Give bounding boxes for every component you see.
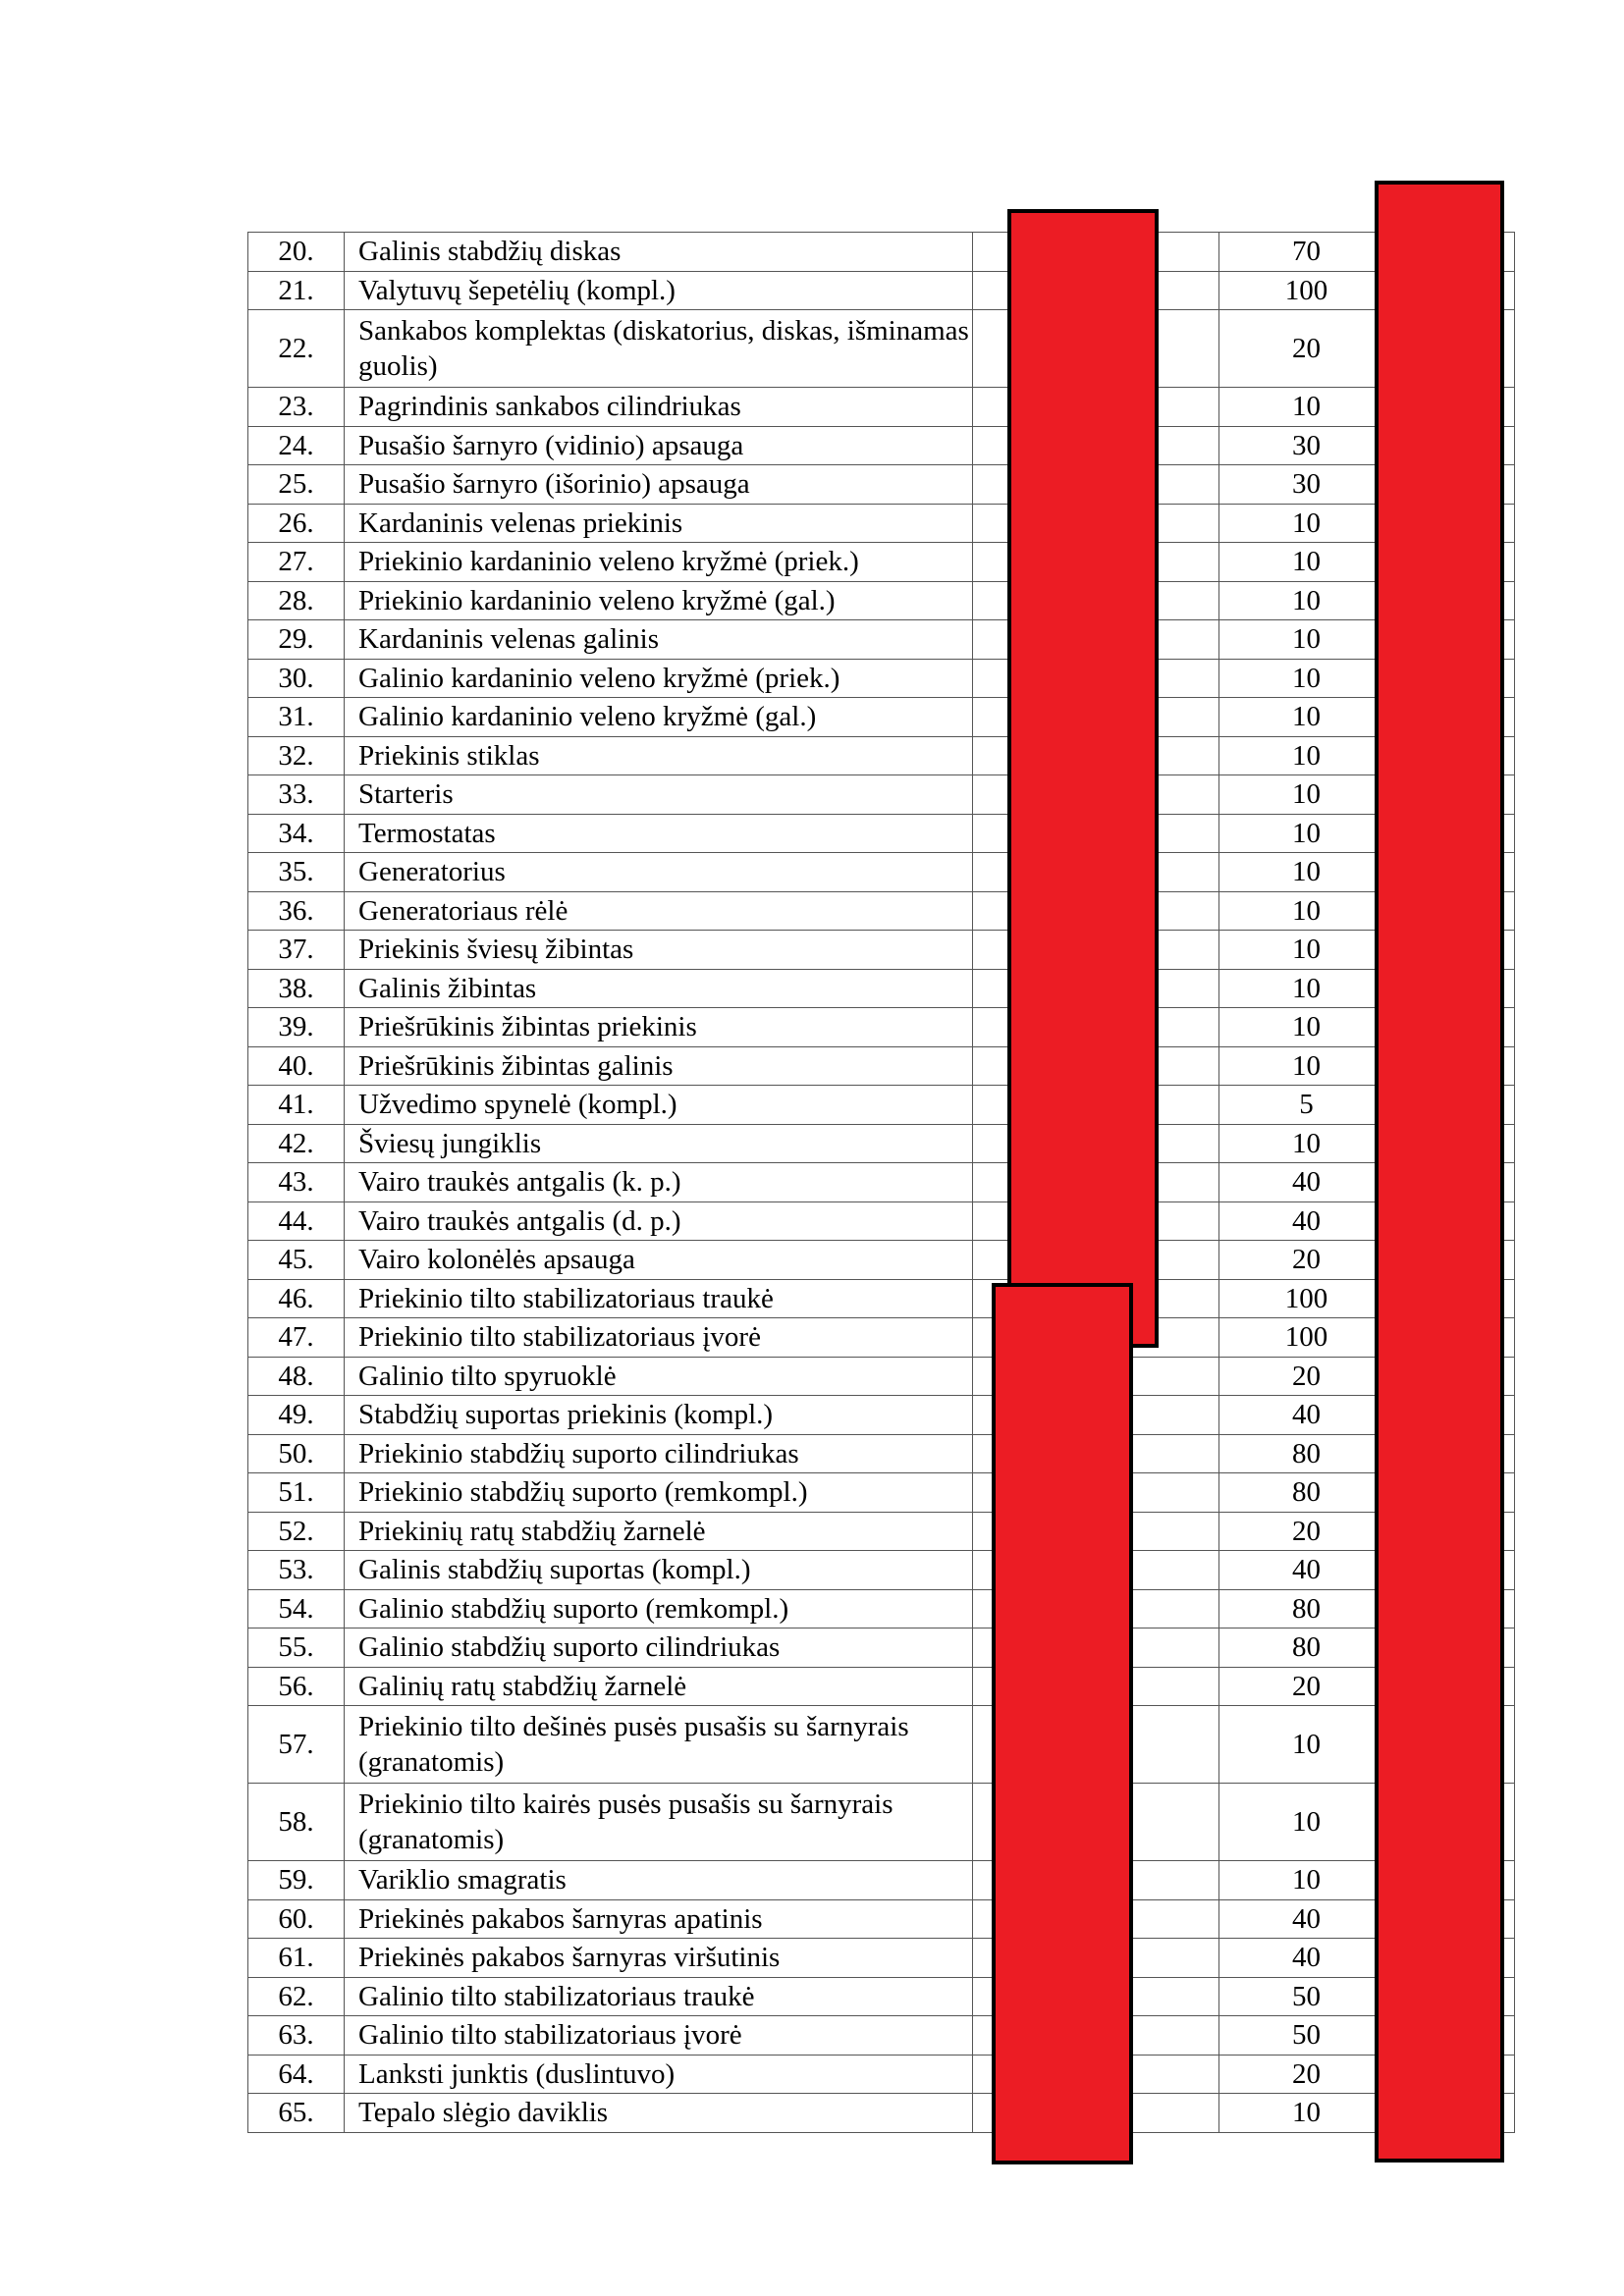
table-row — [248, 1939, 1515, 1978]
table-row — [248, 1473, 1515, 1513]
table-row — [248, 310, 1515, 388]
quantity: 10 — [1219, 1784, 1394, 1861]
table-row — [248, 1899, 1515, 1939]
row-number: 38. — [248, 969, 345, 1008]
part-name: Stabdžių suportas priekinis (kompl.) — [345, 1396, 973, 1435]
row-number: 55. — [248, 1629, 345, 1668]
part-name: Sankabos komplektas (diskatorius, diskas, išminamas guolis) — [345, 310, 973, 388]
table-row — [248, 931, 1515, 970]
quantity: 10 — [1219, 775, 1394, 815]
blank-cell — [1125, 1629, 1219, 1668]
blank-cell — [1125, 1589, 1219, 1629]
quantity: 10 — [1219, 1124, 1394, 1163]
table-row — [248, 775, 1515, 815]
part-name: Starteris — [345, 775, 973, 815]
row-number: 52. — [248, 1512, 345, 1551]
part-name: Galinis žibintas — [345, 969, 973, 1008]
table-row — [248, 1086, 1515, 1125]
part-name: Generatorius — [345, 853, 973, 892]
part-name: Termostatas — [345, 814, 973, 853]
quantity: 10 — [1219, 698, 1394, 737]
quantity: 70 — [1219, 233, 1394, 272]
quantity: 10 — [1219, 969, 1394, 1008]
table-row — [248, 1667, 1515, 1706]
table-row — [248, 1357, 1515, 1396]
row-number: 24. — [248, 426, 345, 465]
redaction-box-total — [1375, 181, 1504, 2163]
blank-cell — [1125, 1357, 1219, 1396]
quantity: 40 — [1219, 1163, 1394, 1202]
row-number: 21. — [248, 271, 345, 310]
row-number: 46. — [248, 1279, 345, 1318]
row-number: 22. — [248, 310, 345, 388]
part-name: Priekinio tilto stabilizatoriaus įvorė — [345, 1318, 973, 1358]
quantity: 10 — [1219, 1008, 1394, 1047]
table-row — [248, 388, 1515, 427]
part-name: Priekinio tilto dešinės pusės pusašis su šarnyrais (granatomis) — [345, 1706, 973, 1784]
row-number: 33. — [248, 775, 345, 815]
table-row — [248, 581, 1515, 620]
part-name: Priekinis šviesų žibintas — [345, 931, 973, 970]
part-name: Pusašio šarnyro (išorinio) apsauga — [345, 465, 973, 505]
table-row — [248, 736, 1515, 775]
table-row — [248, 1318, 1515, 1358]
quantity: 40 — [1219, 1201, 1394, 1241]
table-row — [248, 543, 1515, 582]
part-name: Priekinio kardaninio veleno kryžmė (priek.) — [345, 543, 973, 582]
blank-cell — [1125, 1706, 1219, 1784]
part-name: Galinis stabdžių suportas (kompl.) — [345, 1551, 973, 1590]
row-number: 47. — [248, 1318, 345, 1358]
row-number: 63. — [248, 2016, 345, 2056]
blank-cell — [1125, 1899, 1219, 1939]
quantity: 10 — [1219, 388, 1394, 427]
row-number: 56. — [248, 1667, 345, 1706]
row-number: 50. — [248, 1434, 345, 1473]
quantity: 20 — [1219, 310, 1394, 388]
quantity: 40 — [1219, 1396, 1394, 1435]
row-number: 30. — [248, 659, 345, 698]
part-name: Priekinių ratų stabdžių žarnelė — [345, 1512, 973, 1551]
table-row — [248, 1124, 1515, 1163]
part-name: Vairo traukės antgalis (k. p.) — [345, 1163, 973, 1202]
blank-cell — [1125, 2016, 1219, 2056]
row-number: 53. — [248, 1551, 345, 1590]
part-name: Galinio stabdžių suporto cilindriukas — [345, 1629, 973, 1668]
blank-cell — [1125, 1667, 1219, 1706]
blank-cell — [1125, 1977, 1219, 2016]
quantity: 50 — [1219, 1977, 1394, 2016]
quantity: 10 — [1219, 1046, 1394, 1086]
row-number: 43. — [248, 1163, 345, 1202]
quantity: 10 — [1219, 1861, 1394, 1900]
quantity: 30 — [1219, 465, 1394, 505]
row-number: 64. — [248, 2055, 345, 2094]
row-number: 48. — [248, 1357, 345, 1396]
row-number: 65. — [248, 2094, 345, 2133]
table-row — [248, 1046, 1515, 1086]
table-row — [248, 1163, 1515, 1202]
quantity: 20 — [1219, 1241, 1394, 1280]
blank-cell — [1125, 1512, 1219, 1551]
row-number: 35. — [248, 853, 345, 892]
quantity: 10 — [1219, 581, 1394, 620]
row-number: 34. — [248, 814, 345, 853]
row-number: 39. — [248, 1008, 345, 1047]
quantity: 100 — [1219, 1318, 1394, 1358]
part-name: Priekinis stiklas — [345, 736, 973, 775]
table-row — [248, 1434, 1515, 1473]
quantity: 10 — [1219, 659, 1394, 698]
quantity: 100 — [1219, 1279, 1394, 1318]
part-name: Priekinio stabdžių suporto (remkompl.) — [345, 1473, 973, 1513]
table-row — [248, 698, 1515, 737]
row-number: 44. — [248, 1201, 345, 1241]
parts-table — [247, 232, 1515, 2133]
table-row — [248, 1784, 1515, 1861]
part-name: Priekinio tilto kairės pusės pusašis su šarnyrais (granatomis) — [345, 1784, 973, 1861]
blank-cell — [1125, 1861, 1219, 1900]
part-name: Priekinės pakabos šarnyras viršutinis — [345, 1939, 973, 1978]
row-number: 37. — [248, 931, 345, 970]
part-name: Pusašio šarnyro (vidinio) apsauga — [345, 426, 973, 465]
redaction-box-price-bottom — [992, 1283, 1133, 2164]
blank-cell — [1125, 2094, 1219, 2133]
part-name: Galinio stabdžių suporto (remkompl.) — [345, 1589, 973, 1629]
table-row — [248, 2016, 1515, 2056]
table-row — [248, 271, 1515, 310]
row-number: 49. — [248, 1396, 345, 1435]
row-number: 62. — [248, 1977, 345, 2016]
table-row — [248, 814, 1515, 853]
table-row — [248, 2055, 1515, 2094]
quantity: 40 — [1219, 1939, 1394, 1978]
part-name: Kardaninis velenas galinis — [345, 620, 973, 660]
part-name: Lanksti junktis (duslintuvo) — [345, 2055, 973, 2094]
table-row — [248, 1396, 1515, 1435]
redaction-box-price-top — [1007, 209, 1159, 1348]
table-row — [248, 1279, 1515, 1318]
table-row — [248, 1861, 1515, 1900]
quantity: 100 — [1219, 271, 1394, 310]
part-name: Variklio smagratis — [345, 1861, 973, 1900]
part-name: Galinio tilto stabilizatoriaus traukė — [345, 1977, 973, 2016]
quantity: 20 — [1219, 1667, 1394, 1706]
blank-cell — [1125, 1784, 1219, 1861]
part-name: Galinio tilto spyruoklė — [345, 1357, 973, 1396]
table-row — [248, 233, 1515, 272]
part-name: Šviesų jungiklis — [345, 1124, 973, 1163]
part-name: Galinio tilto stabilizatoriaus įvorė — [345, 2016, 973, 2056]
quantity: 20 — [1219, 2055, 1394, 2094]
row-number: 45. — [248, 1241, 345, 1280]
row-number: 32. — [248, 736, 345, 775]
table-row — [248, 659, 1515, 698]
table-row — [248, 1551, 1515, 1590]
quantity: 80 — [1219, 1589, 1394, 1629]
row-number: 41. — [248, 1086, 345, 1125]
table-row — [248, 465, 1515, 505]
quantity: 20 — [1219, 1512, 1394, 1551]
blank-cell — [1125, 2055, 1219, 2094]
row-number: 20. — [248, 233, 345, 272]
table-row — [248, 1512, 1515, 1551]
blank-cell — [1125, 1473, 1219, 1513]
row-number: 60. — [248, 1899, 345, 1939]
quantity: 10 — [1219, 931, 1394, 970]
row-number: 28. — [248, 581, 345, 620]
part-name: Vairo traukės antgalis (d. p.) — [345, 1201, 973, 1241]
table-row — [248, 1629, 1515, 1668]
table-row — [248, 1008, 1515, 1047]
row-number: 59. — [248, 1861, 345, 1900]
part-name: Galinio kardaninio veleno kryžmė (priek.) — [345, 659, 973, 698]
blank-cell — [1125, 1434, 1219, 1473]
quantity: 40 — [1219, 1551, 1394, 1590]
part-name: Tepalo slėgio daviklis — [345, 2094, 973, 2133]
part-name: Priekinio kardaninio veleno kryžmė (gal.) — [345, 581, 973, 620]
part-name: Priešrūkinis žibintas priekinis — [345, 1008, 973, 1047]
table-row — [248, 853, 1515, 892]
blank-cell — [1125, 1396, 1219, 1435]
blank-cell — [1125, 1551, 1219, 1590]
row-number: 54. — [248, 1589, 345, 1629]
table-row — [248, 1977, 1515, 2016]
quantity: 10 — [1219, 891, 1394, 931]
row-number: 31. — [248, 698, 345, 737]
row-number: 61. — [248, 1939, 345, 1978]
part-name: Galinių ratų stabdžių žarnelė — [345, 1667, 973, 1706]
quantity: 80 — [1219, 1473, 1394, 1513]
part-name: Galinis stabdžių diskas — [345, 233, 973, 272]
quantity: 10 — [1219, 543, 1394, 582]
quantity: 30 — [1219, 426, 1394, 465]
quantity: 10 — [1219, 853, 1394, 892]
part-name: Kardaninis velenas priekinis — [345, 504, 973, 543]
quantity: 20 — [1219, 1357, 1394, 1396]
part-name: Priekinio tilto stabilizatoriaus traukė — [345, 1279, 973, 1318]
table-row — [248, 1706, 1515, 1784]
quantity: 5 — [1219, 1086, 1394, 1125]
part-name: Vairo kolonėlės apsauga — [345, 1241, 973, 1280]
table-row — [248, 891, 1515, 931]
parts-table-body — [248, 233, 1515, 2133]
quantity: 10 — [1219, 504, 1394, 543]
quantity: 10 — [1219, 814, 1394, 853]
table-row — [248, 1201, 1515, 1241]
table-row — [248, 2094, 1515, 2133]
part-name: Priekinės pakabos šarnyras apatinis — [345, 1899, 973, 1939]
part-name: Generatoriaus rėlė — [345, 891, 973, 931]
quantity: 80 — [1219, 1629, 1394, 1668]
row-number: 42. — [248, 1124, 345, 1163]
row-number: 58. — [248, 1784, 345, 1861]
table-row — [248, 504, 1515, 543]
blank-cell — [1125, 1939, 1219, 1978]
row-number: 57. — [248, 1706, 345, 1784]
row-number: 26. — [248, 504, 345, 543]
row-number: 27. — [248, 543, 345, 582]
part-name: Priekinio stabdžių suporto cilindriukas — [345, 1434, 973, 1473]
row-number: 23. — [248, 388, 345, 427]
quantity: 10 — [1219, 620, 1394, 660]
row-number: 36. — [248, 891, 345, 931]
part-name: Valytuvų šepetėlių (kompl.) — [345, 271, 973, 310]
row-number: 25. — [248, 465, 345, 505]
quantity: 10 — [1219, 2094, 1394, 2133]
quantity: 10 — [1219, 1706, 1394, 1784]
quantity: 50 — [1219, 2016, 1394, 2056]
quantity: 80 — [1219, 1434, 1394, 1473]
table-row — [248, 1589, 1515, 1629]
row-number: 29. — [248, 620, 345, 660]
part-name: Užvedimo spynelė (kompl.) — [345, 1086, 973, 1125]
table-row — [248, 426, 1515, 465]
part-name: Pagrindinis sankabos cilindriukas — [345, 388, 973, 427]
part-name: Priešrūkinis žibintas galinis — [345, 1046, 973, 1086]
quantity: 40 — [1219, 1899, 1394, 1939]
part-name: Galinio kardaninio veleno kryžmė (gal.) — [345, 698, 973, 737]
quantity: 10 — [1219, 736, 1394, 775]
table-row — [248, 620, 1515, 660]
table-row — [248, 969, 1515, 1008]
row-number: 51. — [248, 1473, 345, 1513]
table-row — [248, 1241, 1515, 1280]
row-number: 40. — [248, 1046, 345, 1086]
